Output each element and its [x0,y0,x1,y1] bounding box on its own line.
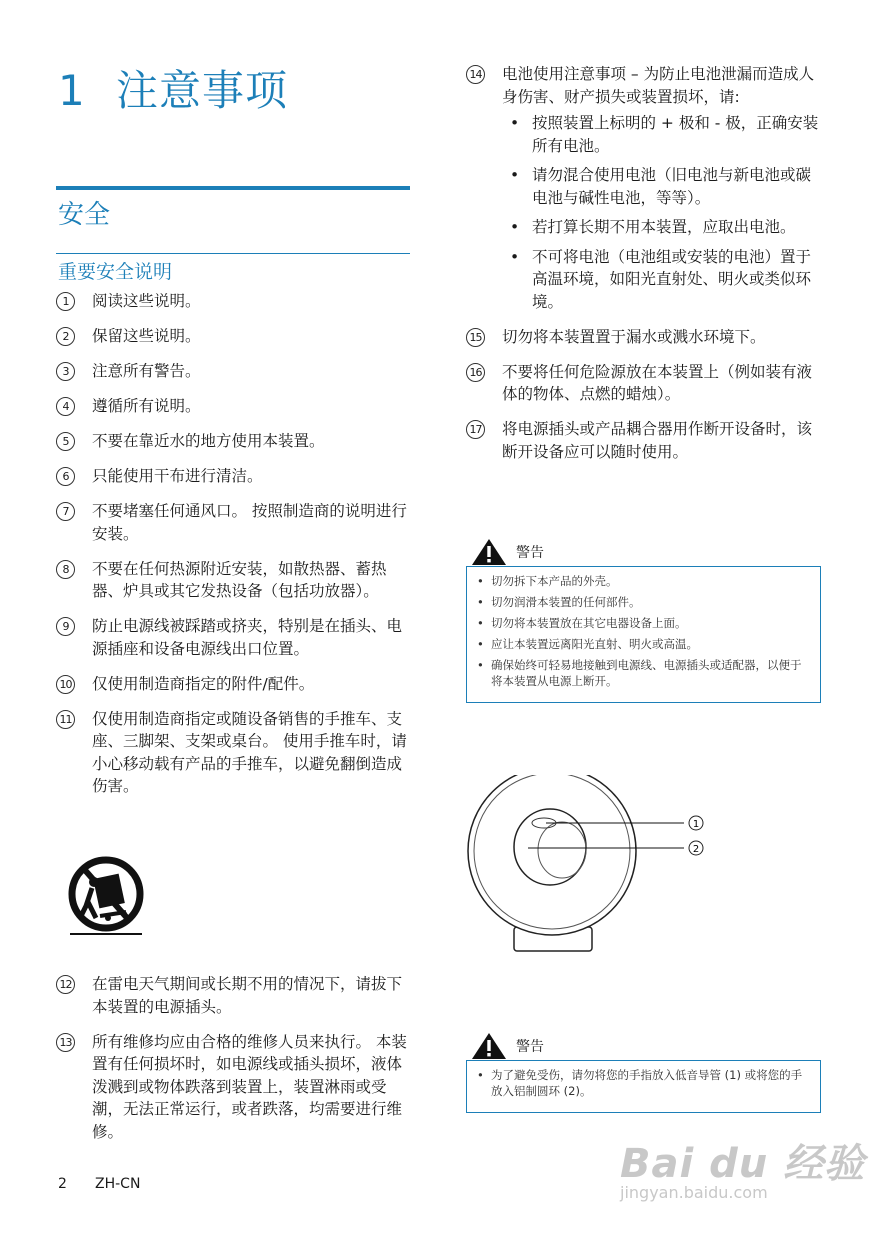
item-number: 15 [466,328,485,347]
subsection-rule [56,253,410,254]
warning-item: • 切勿将本装置放在其它电器设备上面。 [475,615,810,631]
item-number: 10 [56,675,75,694]
item-number: 12 [56,975,75,994]
item-number: 16 [466,363,485,382]
item-number: 11 [56,710,75,729]
list-item [56,325,416,348]
item-text: 切勿将本装置置于漏水或溅水环境下。 [502,327,766,346]
item-number: 14 [466,65,485,84]
speaker-diagram [466,775,716,959]
list-item [56,395,416,418]
list-item [56,465,416,488]
item-number: 1 [56,292,75,311]
chapter-title: 注意事项 [116,66,289,115]
warning-box [466,1030,821,1113]
item-number: 3 [56,362,75,381]
list-item [466,361,826,406]
list-item [56,430,416,453]
list-item [56,500,416,545]
warning-item: • 应让本装置远离阳光直射、明火或高温。 [475,636,810,652]
item-text: 仅使用制造商指定或随设备销售的手推车、支座、三脚架、支架或桌台。 使用手推车时，请小心移动载有产品的手推车，以避免翻倒造成伤害。 [92,709,407,795]
warning-title: 警告 [516,1039,544,1055]
item-number: 17 [466,420,485,439]
watermark-text: Bai du 经验 [620,1141,866,1187]
battery-sublist [502,112,826,313]
item-number: 8 [56,560,75,579]
warning-icon [471,538,507,566]
item-text: 仅使用制造商指定的附件/配件。 [92,674,315,693]
sublist-item: • 若打算长期不用本装置，应取出电池。 [502,216,826,239]
item-number: 13 [56,1033,75,1052]
item-number: 5 [56,432,75,451]
diagram-label: 2 [692,844,700,855]
list-item [466,63,826,313]
warning-item: • 切勿润滑本装置的任何部件。 [475,594,810,610]
item-number: 6 [56,467,75,486]
item-text: 不要在任何热源附近安装，如散热器、蓄热器、炉具或其它发热设备（包括功放器）。 [92,559,387,600]
section-rule [56,186,410,190]
safety-list-right [466,63,826,476]
language-code: ZH-CN [95,1176,141,1192]
page-number: 2 [58,1176,67,1192]
section-title: 安全 [58,200,111,230]
warning-item: • 为了避免受伤，请勿将您的手指放入低音导管 (1) 或将您的手放入铝制圆环 (2)。 [475,1067,810,1099]
item-number: 2 [56,327,75,346]
list-item [466,418,826,463]
warning-title: 警告 [516,545,544,561]
item-text: 防止电源线被踩踏或挤夹，特别是在插头、电源插座和设备电源线出口位置。 [92,617,403,658]
list-item [56,290,416,313]
item-text: 不要堵塞任何通风口。 按照制造商的说明进行安装。 [92,502,407,543]
item-text: 将电源插头或产品耦合器用作断开设备时，该断开设备应可以随时使用。 [502,420,813,461]
list-item [56,558,416,603]
diagram-label: 1 [692,819,700,830]
warning-icon [471,1032,507,1060]
item-text: 注意所有警告。 [92,362,201,380]
list-item [56,673,416,696]
list-item [56,973,416,1018]
sublist-item: • 按照装置上标明的 + 极和 - 极，正确安装所有电池。 [502,112,826,157]
cart-warning-icon [60,856,152,942]
safety-list-left [56,290,416,810]
item-text: 在雷电天气期间或长期不用的情况下，请拔下本装置的电源插头。 [92,975,403,1016]
list-item [466,326,826,349]
list-item [56,360,416,383]
warning-item: • 确保始终可轻易地接触到电源线、电源插头或适配器，以便于将本装置从电源上断开。 [475,657,810,689]
warning-box [466,536,821,703]
item-number: 7 [56,502,75,521]
sublist-item: • 请勿混合使用电池（旧电池与新电池或碳电池与碱性电池，等等）。 [502,164,826,209]
item-text: 遵循所有说明。 [92,397,201,415]
item-text: 电池使用注意事项 – 为防止电池泄漏而造成人身伤害、财产损失或装置损坏，请: [502,65,815,106]
watermark-url: jingyan.baidu.com [620,1183,768,1202]
item-text: 所有维修均应由合格的维修人员来执行。 本装置有任何损坏时，如电源线或插头损坏，液体泼溅到或物体跌落到装置上，装置淋雨或受潮，无法正常运行，或者跌落，均需要进行维修。 [92,1032,407,1141]
item-number: 4 [56,397,75,416]
list-item [56,1031,416,1144]
item-number: 9 [56,617,75,636]
chapter-number: 1 [58,66,86,115]
item-text: 只能使用干布进行清洁。 [92,467,263,485]
item-text: 不要在靠近水的地方使用本装置。 [92,432,325,450]
sublist-item: • 不可将电池（电池组或安装的电池）置于高温环境，如阳光直射处、明火或类似环境。 [502,246,826,314]
item-text: 保留这些说明。 [92,327,201,345]
list-item [56,615,416,660]
item-text: 阅读这些说明。 [92,292,201,310]
item-text: 不要将任何危险源放在本装置上（例如装有液体的物体、点燃的蜡烛）。 [502,362,813,403]
warning-item: • 切勿拆下本产品的外壳。 [475,573,810,589]
list-item [56,708,416,798]
safety-list-left-continued [56,973,416,1156]
chapter-heading [58,58,288,118]
watermark-logo [620,1132,865,1202]
subsection-title: 重要安全说明 [58,261,173,283]
